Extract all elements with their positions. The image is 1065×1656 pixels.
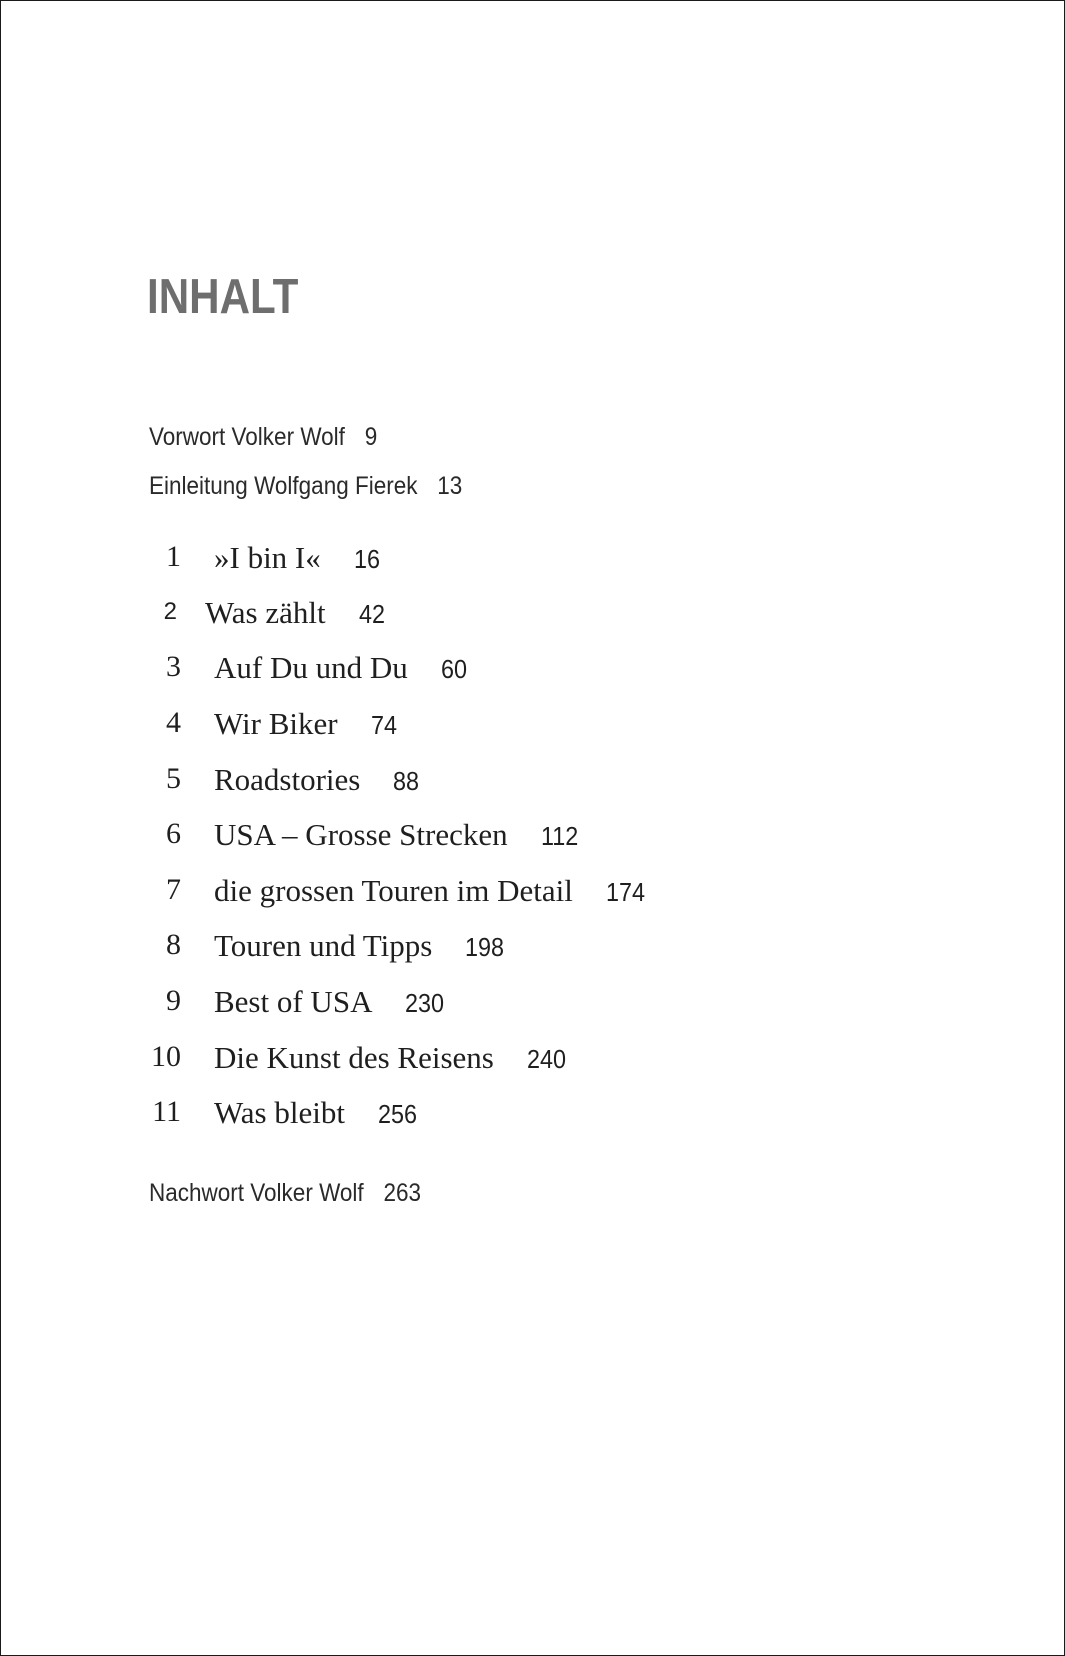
chapter-page: 74 (370, 710, 397, 740)
chapter-page: 112 (540, 821, 578, 851)
toc-entry-page: 263 (383, 1179, 422, 1207)
chapter-number: 3 (166, 650, 181, 683)
chapter-number: 4 (166, 706, 181, 739)
chapter-number: 5 (166, 762, 181, 795)
toc-chapter-2 (1, 597, 801, 637)
toc-entry-page: 9 (364, 423, 378, 451)
toc-chapter-3 (1, 652, 801, 692)
toc-chapter-6 (1, 819, 801, 859)
chapter-page: 16 (353, 544, 380, 574)
toc-entry-einleitung (149, 474, 462, 499)
chapter-number: 6 (166, 817, 181, 850)
toc-chapter-11 (1, 1097, 801, 1137)
chapter-number: 7 (166, 873, 181, 906)
chapter-title: die grossen Touren im Detail (214, 873, 573, 908)
chapter-page: 230 (405, 988, 445, 1018)
chapter-title: Was bleibt (214, 1095, 345, 1130)
chapter-page: 240 (526, 1044, 566, 1074)
toc-entry-vorwort (149, 425, 377, 450)
chapter-title: USA – Grosse Strecken (214, 817, 508, 852)
chapter-title: »I bin I« (214, 540, 321, 575)
chapter-number: 8 (166, 928, 181, 961)
toc-chapter-9 (1, 986, 801, 1026)
toc-chapter-4 (1, 708, 801, 748)
chapter-title: Best of USA (214, 984, 373, 1019)
toc-entry-page: 13 (437, 472, 463, 500)
chapter-title: Roadstories (214, 762, 361, 797)
chapter-title: Wir Biker (214, 706, 338, 741)
toc-entry-nachwort (149, 1181, 421, 1206)
toc-chapter-8 (1, 930, 801, 970)
chapter-title: Was zählt (205, 595, 326, 630)
chapter-number: 11 (152, 1095, 181, 1128)
toc-chapter-7 (1, 875, 801, 915)
toc-entry-title: Einleitung Wolfgang Fierek (149, 472, 418, 500)
toc-heading: INHALT (147, 270, 299, 324)
chapter-number: 1 (166, 540, 181, 573)
toc-entry-title: Nachwort Volker Wolf (149, 1179, 364, 1207)
chapter-page: 42 (358, 599, 385, 629)
toc-chapter-10 (1, 1042, 801, 1082)
toc-chapter-1 (1, 542, 801, 582)
chapter-number: 9 (166, 984, 181, 1017)
chapter-title: Touren und Tipps (214, 928, 433, 963)
chapter-page: 174 (605, 877, 645, 907)
chapter-page: 60 (440, 654, 467, 684)
chapter-title: Die Kunst des Reisens (214, 1040, 494, 1075)
toc-chapter-5 (1, 764, 801, 804)
toc-entry-title: Vorwort Volker Wolf (149, 423, 345, 451)
chapter-title: Auf Du und Du (214, 650, 408, 685)
chapter-page: 198 (465, 932, 505, 962)
chapter-number: 2 (163, 598, 177, 625)
chapter-page: 256 (377, 1099, 418, 1129)
chapter-page: 88 (393, 766, 420, 796)
chapter-number: 10 (151, 1040, 181, 1073)
